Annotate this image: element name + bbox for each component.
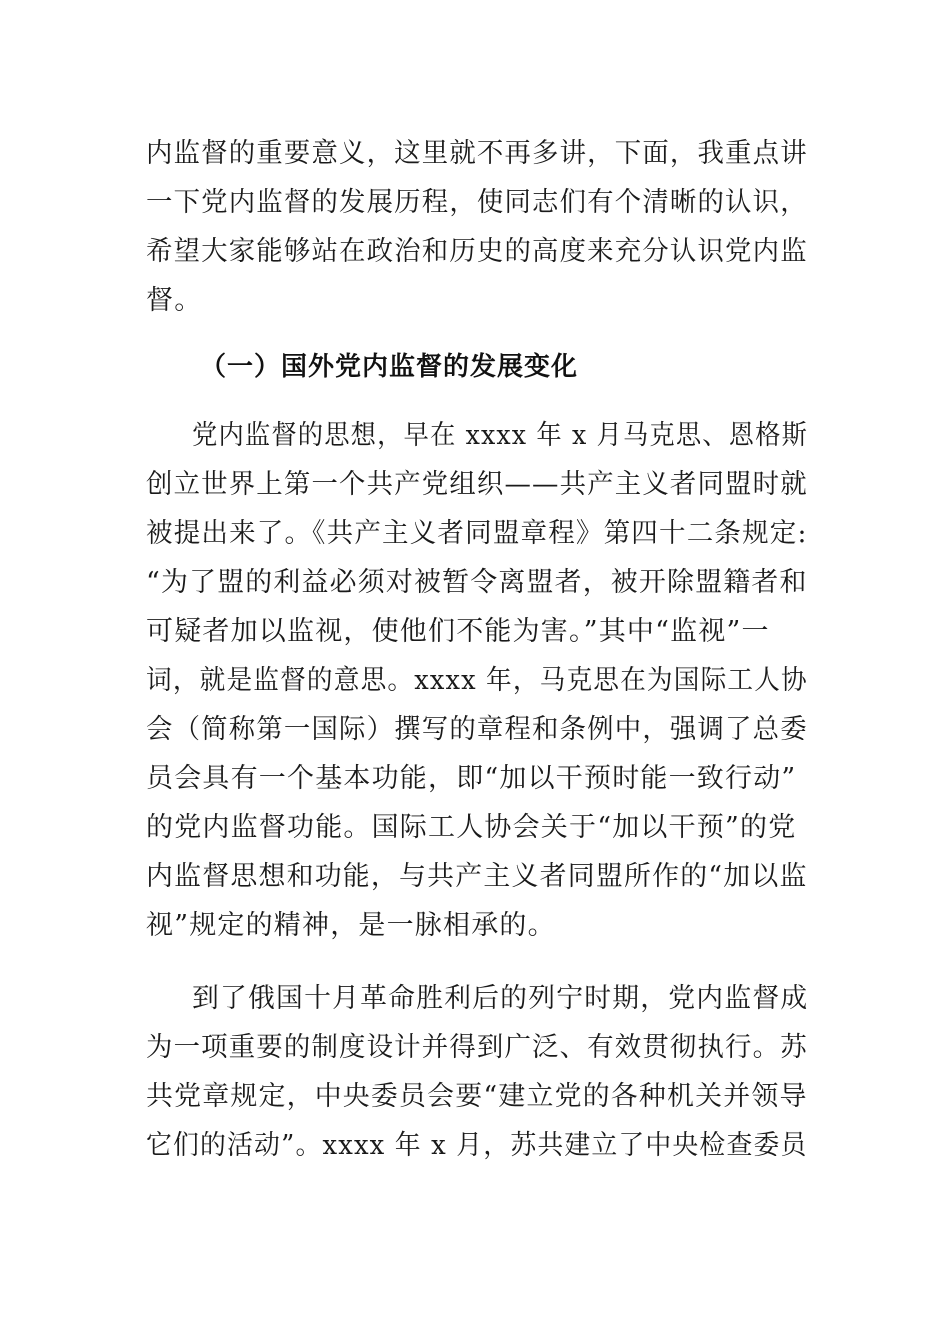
paragraph1-line-6: 词，就是监督的意思。xxxx 年，马克思在为国际工人协 xyxy=(146,665,808,696)
paragraph1-line-4: “为了盟的利益必须对被暂令离盟者，被开除盟籍者和 xyxy=(146,567,808,598)
section-heading: （一）国外党内监督的发展变化 xyxy=(200,352,579,382)
intro-line-2: 一下党内监督的发展历程，使同志们有个清晰的认识， xyxy=(146,187,808,218)
intro-line-3: 希望大家能够站在政治和历史的高度来充分认识党内监 xyxy=(146,236,808,267)
paragraph2-line-3: 共党章规定，中央委员会要“建立党的各种机关并领导 xyxy=(146,1081,808,1112)
intro-line-4: 督。 xyxy=(146,285,203,316)
paragraph2-line-2: 为一项重要的制度设计并得到广泛、有效贯彻执行。苏 xyxy=(146,1032,808,1063)
paragraph1-line-1: 党内监督的思想，早在 xxxx 年 x 月马克思、恩格斯 xyxy=(192,420,809,451)
paragraph1-line-3: 被提出来了。《共产主义者同盟章程》第四十二条规定: xyxy=(146,518,808,549)
paragraph1-line-9: 的党内监督功能。国际工人协会关于“加以干预”的党 xyxy=(146,812,797,843)
paragraph1-line-10: 内监督思想和功能，与共产主义者同盟所作的“加以监 xyxy=(146,861,808,892)
paragraph1-line-8: 员会具有一个基本功能，即“加以干预时能一致行动” xyxy=(146,763,797,794)
paragraph2-line-4: 它们的活动”。xxxx 年 x 月，苏共建立了中央检查委员 xyxy=(146,1130,808,1161)
paragraph1-line-5: 可疑者加以监视，使他们不能为害。”其中“监视”一 xyxy=(146,616,770,647)
paragraph2-line-1: 到了俄国十月革命胜利后的列宁时期，党内监督成 xyxy=(192,983,809,1014)
paragraph1-line-7: 会（简称第一国际）撰写的章程和条例中，强调了总委 xyxy=(146,714,808,745)
paragraph1-line-2: 创立世界上第一个共产党组织——共产主义者同盟时就 xyxy=(146,469,808,500)
intro-line-1: 内监督的重要意义，这里就不再多讲，下面，我重点讲 xyxy=(146,138,808,169)
paragraph1-line-11: 视”规定的精神，是一脉相承的。 xyxy=(146,910,556,941)
